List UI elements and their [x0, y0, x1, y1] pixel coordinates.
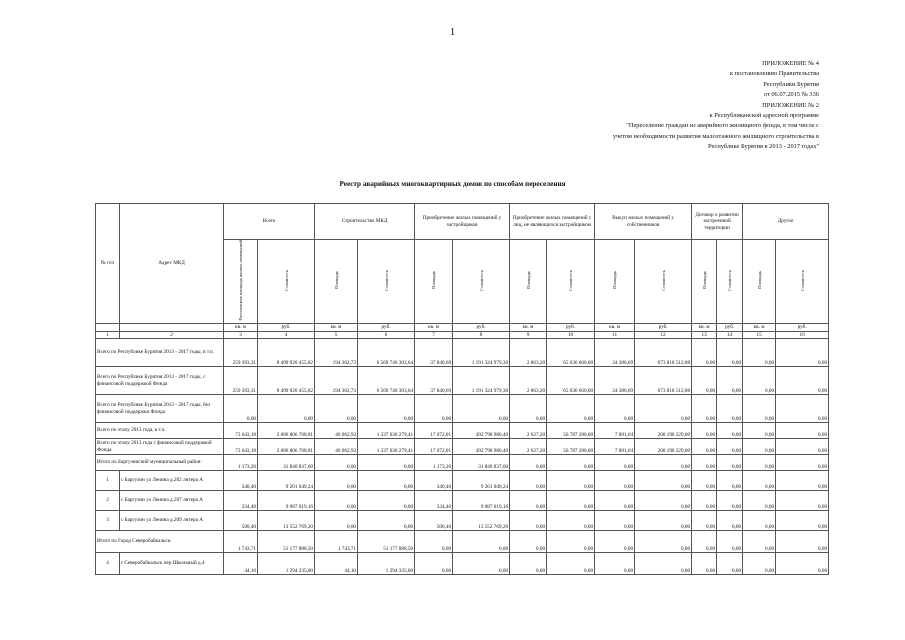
row-value: 0,00 — [717, 395, 743, 423]
col-number: 3 — [224, 331, 258, 338]
row-value: 0,00 — [743, 553, 776, 575]
row-address: Всего по этапу 2013 года с финансовой поддержкой Фонда — [96, 439, 224, 455]
table-row — [96, 339, 829, 367]
unit-label: кв. м — [595, 323, 635, 331]
row-value: 0,00 — [776, 395, 829, 423]
row-value: 2 627,20 — [510, 423, 547, 439]
page-number: 1 — [449, 26, 456, 38]
header-num: № п/п — [96, 204, 120, 324]
unit-label: кв. м — [510, 323, 547, 331]
table-row — [96, 553, 829, 575]
row-value: 0,00 — [595, 455, 635, 471]
header-group-non-developer: Приобретение жилых помещений у лиц, не являющихся застройщиком — [510, 204, 595, 240]
row-value: 2 627,20 — [510, 439, 547, 455]
row-value: 0,00 — [635, 511, 692, 531]
row-value: 0,00 — [743, 367, 776, 395]
row-value: 0,00 — [743, 423, 776, 439]
appendix-line: к постановлению Правительства — [729, 70, 819, 78]
table-row — [96, 395, 829, 423]
row-value: 2 863,20 — [510, 339, 547, 367]
row-value: 0,00 — [453, 531, 510, 553]
row-address: с Баргузин ул Ленина д.209 литера А — [120, 511, 224, 531]
unit-label: кв. м — [692, 323, 717, 331]
col-number: 7 — [415, 331, 453, 338]
row-value: 0,00 — [743, 439, 776, 455]
row-value: 0,00 — [510, 531, 547, 553]
row-value: 37 840,69 — [415, 367, 453, 395]
col-number: 16 — [776, 331, 829, 338]
registry-table — [95, 203, 829, 575]
row-address: с Баргузин ул Ленина д.207 литера А — [120, 491, 224, 511]
row-value: 24 386,69 — [595, 367, 635, 395]
row-value: 1 337 030 279,41 — [358, 423, 415, 439]
row-value: 0,00 — [453, 553, 510, 575]
row-value: 0,00 — [692, 423, 717, 439]
row-value: 0,00 — [692, 511, 717, 531]
unit-label: руб. — [258, 323, 315, 331]
row-value: 0,00 — [358, 395, 415, 423]
row-value: 0,00 — [717, 491, 743, 511]
row-value: 0,00 — [510, 553, 547, 575]
row-value: 65 036 660,00 — [547, 339, 595, 367]
row-address: с Баргузин ул Ленина д.202 литера А — [120, 471, 224, 491]
header-address: Адрес МКД — [120, 204, 224, 324]
row-value: 51 177 888,50 — [358, 531, 415, 553]
row-value: 1 173,20 — [415, 455, 453, 471]
unit-label: руб. — [547, 323, 595, 331]
table-row — [96, 511, 829, 531]
col-number: 15 — [743, 331, 776, 338]
row-value: 0,00 — [224, 395, 258, 423]
row-value: 8 499 920 455,82 — [258, 367, 315, 395]
appendix-line: ПРИЛОЖЕНИЕ № 4 — [762, 60, 819, 67]
row-value: 1 743,71 — [224, 531, 258, 553]
row-value: 0,00 — [547, 491, 595, 511]
row-value: 0,00 — [717, 553, 743, 575]
row-value: 0,00 — [358, 455, 415, 471]
row-value: 0,00 — [635, 471, 692, 491]
row-value: 0,00 — [635, 455, 692, 471]
row-value: 1 173,20 — [224, 455, 258, 471]
col-number: 2 — [120, 331, 224, 338]
row-value: 0,00 — [692, 553, 717, 575]
row-value: 0,00 — [415, 531, 453, 553]
row-value: 46 062,93 — [315, 439, 358, 455]
row-value: 0,00 — [547, 471, 595, 491]
row-value: 0,00 — [510, 471, 547, 491]
row-number: 1 — [96, 471, 120, 491]
col-number: 5 — [315, 331, 358, 338]
row-value: 6 569 740 303,64 — [358, 339, 415, 367]
row-value: 0,00 — [635, 531, 692, 553]
table-row — [96, 439, 829, 455]
row-value: 340,40 — [415, 471, 453, 491]
appendix-line: Республике Бурятия в 2013 - 2017 годах" — [708, 143, 819, 151]
row-value: 13 552 769,20 — [258, 511, 315, 531]
table-row — [96, 491, 829, 511]
unit-label: руб. — [453, 323, 510, 331]
header-group-total: Всего — [224, 204, 315, 240]
row-value: 0,00 — [595, 491, 635, 511]
row-value: 0,00 — [776, 553, 829, 575]
row-value: 673 818 512,88 — [635, 367, 692, 395]
row-value: 0,00 — [776, 367, 829, 395]
row-value: 0,00 — [776, 491, 829, 511]
row-value: 0,00 — [692, 471, 717, 491]
row-value: 0,00 — [717, 423, 743, 439]
row-value: 340,40 — [224, 471, 258, 491]
row-value: 0,00 — [743, 339, 776, 367]
row-value: 17 072,01 — [415, 423, 453, 439]
row-value: 0,00 — [595, 511, 635, 531]
appendix-line: к Республиканской адресной программе — [709, 112, 819, 120]
row-value: 200 190 229,00 — [635, 439, 692, 455]
row-address: Всего по Республике Бурятия 2013 - 2017 годы, с финансовой поддержкой Фонда — [96, 367, 224, 395]
row-value: 0,00 — [776, 511, 829, 531]
header-sub: Площадь — [525, 271, 531, 290]
row-value: 0,00 — [743, 531, 776, 553]
row-value: 0,00 — [743, 455, 776, 471]
appendix-line: Республики Бурятия — [763, 80, 819, 88]
unit-label: руб. — [358, 323, 415, 331]
row-value: 194 302,73 — [315, 367, 358, 395]
row-value: 0,00 — [692, 455, 717, 471]
row-value: 0,00 — [595, 531, 635, 553]
row-value: 2 863,20 — [510, 367, 547, 395]
row-value: 0,00 — [776, 423, 829, 439]
col-number: 10 — [547, 331, 595, 338]
row-value: 194 302,73 — [315, 339, 358, 367]
header-sub: Стоимость — [799, 269, 805, 291]
row-value: 17 072,01 — [415, 439, 453, 455]
row-value: 0,00 — [743, 491, 776, 511]
row-value: 46 062,93 — [315, 423, 358, 439]
row-value: 0,00 — [595, 395, 635, 423]
row-value: 0,00 — [692, 395, 717, 423]
row-value: 9 201 049,24 — [453, 471, 510, 491]
row-number: 3 — [96, 511, 120, 531]
row-value: 31 840 837,60 — [453, 455, 510, 471]
row-value: 65 036 660,00 — [547, 367, 595, 395]
col-number: 12 — [635, 331, 692, 338]
row-value: 2 086 806 768,81 — [258, 439, 315, 455]
row-address: г Северобайкальск пер Школьный д.4 — [120, 553, 224, 575]
row-value: 0,00 — [315, 471, 358, 491]
row-value: 1 294 335,00 — [358, 553, 415, 575]
row-address: Всего по этапу 2013 года, в т.ч. — [96, 423, 224, 439]
row-value: 0,00 — [510, 511, 547, 531]
table-row — [96, 423, 829, 439]
unit-label: кв. м — [743, 323, 776, 331]
row-value: 492 798 980,40 — [453, 423, 510, 439]
col-number: 11 — [595, 331, 635, 338]
row-value: 7 881,04 — [595, 423, 635, 439]
header-group-other: Другое — [743, 204, 829, 240]
row-value: 0,00 — [717, 339, 743, 367]
header-group-buyout: Выкуп жилых помещений у собственников — [595, 204, 692, 240]
row-value: 0,00 — [717, 511, 743, 531]
row-value: 0,00 — [547, 395, 595, 423]
unit-label: руб. — [635, 323, 692, 331]
header-row-groups — [96, 204, 829, 240]
header-sub: Площадь — [431, 271, 437, 290]
row-value: 1 191 324 979,30 — [453, 339, 510, 367]
unit-label: руб. — [717, 323, 743, 331]
row-value: 9 087 019,16 — [453, 491, 510, 511]
col-number: 8 — [453, 331, 510, 338]
row-value: 0,00 — [692, 439, 717, 455]
row-value: 0,00 — [692, 531, 717, 553]
row-value: 334,40 — [415, 491, 453, 511]
row-value: 0,00 — [510, 395, 547, 423]
row-value: 500,40 — [224, 511, 258, 531]
col-number: 9 — [510, 331, 547, 338]
row-value: 1 191 324 979,30 — [453, 367, 510, 395]
row-value: 0,00 — [743, 511, 776, 531]
appendix-line: учетом необходимости развития малоэтажного жилищного строительства в — [612, 132, 819, 140]
header-sub: Стоимость — [660, 269, 666, 291]
row-value: 0,00 — [776, 531, 829, 553]
row-value: 0,00 — [510, 455, 547, 471]
header-sub: Площадь — [333, 271, 339, 290]
row-value: 334,40 — [224, 491, 258, 511]
row-value: 1 743,71 — [315, 531, 358, 553]
header-sub: Стоимость — [283, 269, 289, 291]
row-value: 0,00 — [635, 491, 692, 511]
row-value: 44,10 — [224, 553, 258, 575]
row-value: 0,00 — [692, 339, 717, 367]
row-value: 0,00 — [776, 471, 829, 491]
row-value: 259 393,31 — [224, 339, 258, 367]
row-value: 44,10 — [315, 553, 358, 575]
row-value: 0,00 — [776, 455, 829, 471]
row-value: 0,00 — [358, 491, 415, 511]
unit-label: кв. м — [224, 323, 258, 331]
row-value: 56 787 280,00 — [547, 439, 595, 455]
row-value: 7 881,04 — [595, 439, 635, 455]
header-sub: Стоимость — [727, 269, 733, 291]
row-value: 0,00 — [453, 395, 510, 423]
row-value: 0,00 — [717, 455, 743, 471]
header-sub: Площадь — [701, 271, 707, 290]
row-value: 0,00 — [258, 395, 315, 423]
row-value: 1 294 335,00 — [258, 553, 315, 575]
row-value: 0,00 — [692, 367, 717, 395]
row-value: 0,00 — [635, 395, 692, 423]
table-row — [96, 471, 829, 491]
table-row — [96, 531, 829, 553]
row-value: 0,00 — [415, 395, 453, 423]
header-group-construction: Строительство МКД — [315, 204, 415, 240]
row-value: 0,00 — [635, 553, 692, 575]
unit-label: кв. м — [415, 323, 453, 331]
col-number: 4 — [258, 331, 315, 338]
row-value: 0,00 — [315, 491, 358, 511]
header-sub: Стоимость — [568, 269, 574, 291]
row-value: 1 337 030 279,41 — [358, 439, 415, 455]
row-value: 24 386,69 — [595, 339, 635, 367]
row-value: 0,00 — [776, 439, 829, 455]
row-value: 0,00 — [547, 531, 595, 553]
row-address: Итого по Город Северобайкальск: — [96, 531, 224, 553]
unit-label: руб. — [776, 323, 829, 331]
row-value: 9 201 049,24 — [258, 471, 315, 491]
row-value: 73 643,18 — [224, 423, 258, 439]
row-value: 492 798 980,40 — [453, 439, 510, 455]
row-value: 0,00 — [717, 439, 743, 455]
row-address: Всего по Республике Бурятия 2013 - 2017 годы, без финансовой поддержки Фонда — [96, 395, 224, 423]
header-sub: Расселяемая площадь жилых помещений — [238, 240, 243, 321]
col-number: 1 — [96, 331, 120, 338]
col-number: 14 — [717, 331, 743, 338]
row-value: 0,00 — [315, 511, 358, 531]
row-value: 9 087 019,16 — [258, 491, 315, 511]
row-value: 0,00 — [692, 491, 717, 511]
row-value: 13 552 769,20 — [453, 511, 510, 531]
row-value: 0,00 — [415, 553, 453, 575]
row-value: 0,00 — [547, 511, 595, 531]
row-value: 8 499 920 455,82 — [258, 339, 315, 367]
row-value: 0,00 — [595, 471, 635, 491]
row-value: 0,00 — [315, 455, 358, 471]
table-row — [96, 367, 829, 395]
row-value: 0,00 — [743, 471, 776, 491]
row-value: 0,00 — [776, 339, 829, 367]
document-title: Реестр аварийных многоквартирных домов по способам переселения — [339, 180, 566, 188]
header-sub: Стоимость — [383, 269, 389, 291]
row-value: 500,40 — [415, 511, 453, 531]
row-value: 51 177 888,50 — [258, 531, 315, 553]
col-number: 13 — [692, 331, 717, 338]
header-row-col-numbers — [96, 331, 829, 338]
row-value: 31 840 837,60 — [258, 455, 315, 471]
row-value: 0,00 — [595, 553, 635, 575]
row-value: 259 393,31 — [224, 367, 258, 395]
row-value: 37 840,69 — [415, 339, 453, 367]
row-value: 0,00 — [717, 531, 743, 553]
row-value: 2 086 806 768,81 — [258, 423, 315, 439]
row-number: 4 — [96, 553, 120, 575]
appendix-line: "Переселение граждан из аварийного жилищного фонда, в том числе с — [626, 122, 819, 130]
header-group-development-agreement: Договор о развитии застроенной территории — [692, 204, 743, 240]
table-row — [96, 455, 829, 471]
row-value: 73 643,18 — [224, 439, 258, 455]
row-address: Всего по Республике Бурятия 2013 - 2017 годы, в т.ч. — [96, 339, 224, 367]
header-sub: Площадь — [612, 271, 618, 290]
col-number: 6 — [358, 331, 415, 338]
row-value: 0,00 — [717, 471, 743, 491]
appendix-line: от 06.07.2015 № 336 — [763, 91, 819, 99]
row-value: 0,00 — [315, 395, 358, 423]
row-value: 0,00 — [358, 511, 415, 531]
row-value: 0,00 — [547, 455, 595, 471]
row-value: 0,00 — [358, 471, 415, 491]
header-row-units — [96, 323, 829, 331]
row-address: Итого по Баргузинский муниципальный район: — [96, 455, 224, 471]
row-value: 673 818 512,88 — [635, 339, 692, 367]
appendix-line: ПРИЛОЖЕНИЕ № 2 — [762, 101, 819, 109]
row-value: 0,00 — [743, 395, 776, 423]
appendix-header — [439, 59, 819, 153]
row-value: 200 190 229,00 — [635, 423, 692, 439]
header-group-developer: Приобретение жилых помещений у застройщиков — [415, 204, 510, 240]
row-value: 56 787 280,00 — [547, 423, 595, 439]
row-value: 0,00 — [510, 491, 547, 511]
row-value: 0,00 — [547, 553, 595, 575]
row-value: 6 569 740 303,64 — [358, 367, 415, 395]
header-sub: Площадь — [756, 271, 762, 290]
row-value: 0,00 — [717, 367, 743, 395]
registry-body — [96, 339, 829, 575]
header-sub: Стоимость — [478, 269, 484, 291]
unit-label: кв. м — [315, 323, 358, 331]
row-number: 2 — [96, 491, 120, 511]
